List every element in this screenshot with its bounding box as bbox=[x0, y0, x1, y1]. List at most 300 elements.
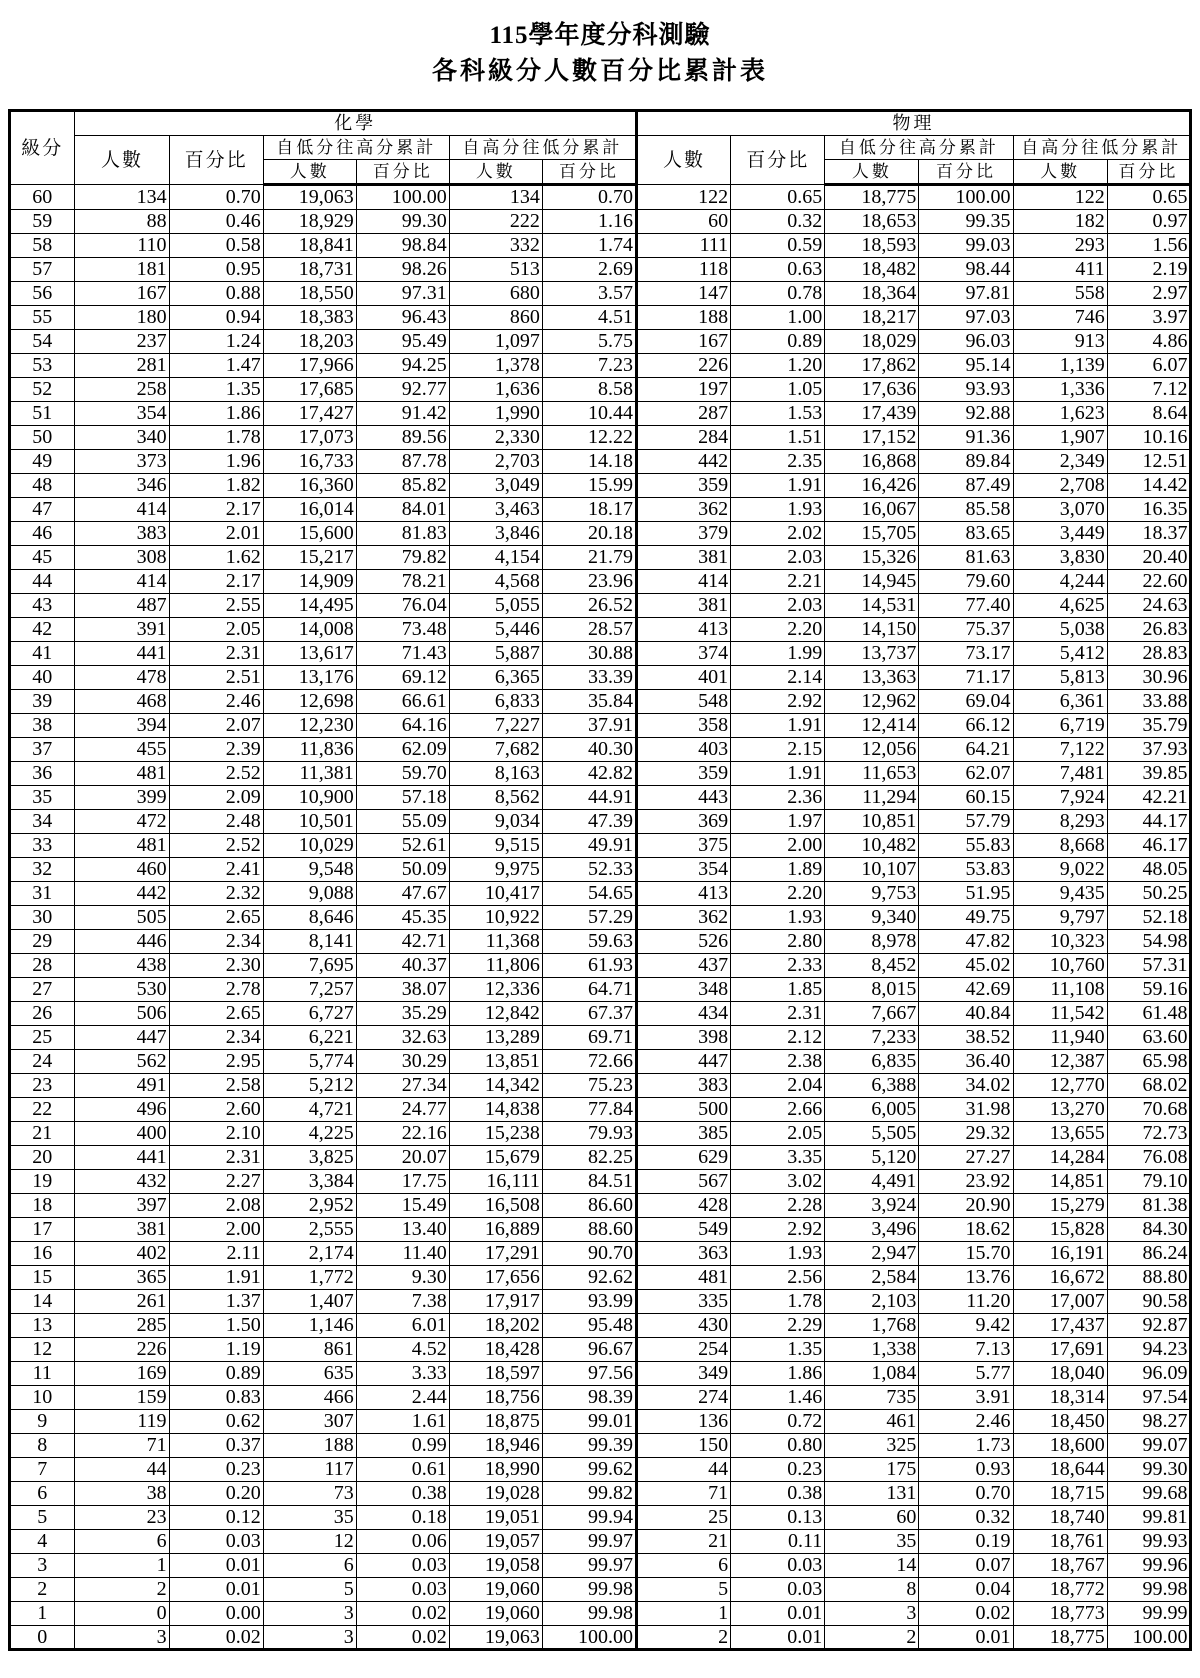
phys-count-cell: 375 bbox=[636, 834, 730, 858]
chem-count-cell: 373 bbox=[75, 450, 169, 474]
phys-cum-low-high-percent-cell: 64.21 bbox=[919, 738, 1013, 762]
phys-cum-high-low-percent-cell: 98.27 bbox=[1107, 1410, 1189, 1434]
phys-cum-high-low-percent-cell: 59.16 bbox=[1107, 978, 1189, 1002]
chem-cum-high-low-percent-cell: 77.84 bbox=[542, 1098, 636, 1122]
chem-count-cell: 441 bbox=[75, 642, 169, 666]
chem-count-cell: 119 bbox=[75, 1410, 169, 1434]
phys-cum-low-high-percent-cell: 81.63 bbox=[919, 546, 1013, 570]
chem-cum-high-low-percent-cell: 88.60 bbox=[542, 1218, 636, 1242]
table-row bbox=[10, 570, 1190, 594]
chem-cum-high-low-percent-cell: 82.25 bbox=[542, 1146, 636, 1170]
chem-cum-high-low-percent-cell: 14.18 bbox=[542, 450, 636, 474]
phys-cum-low-high-percent-cell: 99.03 bbox=[919, 234, 1013, 258]
phys-cum-high-low-percent-cell: 46.17 bbox=[1107, 834, 1189, 858]
phys-percent-cell: 2.31 bbox=[731, 1002, 825, 1026]
chem-cum-high-low-percent-cell: 21.79 bbox=[542, 546, 636, 570]
title-block bbox=[0, 18, 1200, 90]
chem-cum-high-low-count-cell: 18,990 bbox=[449, 1458, 542, 1482]
chem-count-cell: 169 bbox=[75, 1362, 169, 1386]
table-row bbox=[10, 1554, 1190, 1578]
score-cell: 47 bbox=[32, 498, 53, 520]
phys-percent-cell: 0.11 bbox=[731, 1530, 825, 1554]
phys-cum-high-low-count-cell: 17,691 bbox=[1013, 1338, 1107, 1362]
chem-count-cell: 181 bbox=[75, 258, 169, 282]
chem-percent-cell: 2.65 bbox=[169, 1002, 263, 1026]
chem-cum-low-high-count-cell: 10,900 bbox=[263, 786, 356, 810]
score-cell: 2 bbox=[37, 1578, 48, 1600]
chem-count-cell: 447 bbox=[75, 1026, 169, 1050]
chem-cum-low-high-count-cell: 14,495 bbox=[263, 594, 356, 618]
score-cell: 35 bbox=[32, 786, 53, 808]
score-cell: 40 bbox=[32, 666, 53, 688]
phys-cum-high-low-count-cell: 9,022 bbox=[1013, 858, 1107, 882]
phys-cum-low-high-count-cell: 8,452 bbox=[825, 954, 919, 978]
phys-cum-low-high-count-cell: 7,233 bbox=[825, 1026, 919, 1050]
header-phys-lh-percent: 百分比 bbox=[919, 160, 1013, 185]
phys-cum-high-low-percent-cell: 26.83 bbox=[1107, 618, 1189, 642]
phys-cum-low-high-percent-cell: 47.82 bbox=[919, 930, 1013, 954]
phys-cum-low-high-count-cell: 18,029 bbox=[825, 330, 919, 354]
phys-cum-low-high-count-cell: 14,150 bbox=[825, 618, 919, 642]
phys-cum-low-high-percent-cell: 79.60 bbox=[919, 570, 1013, 594]
phys-cum-high-low-percent-cell: 16.35 bbox=[1107, 498, 1189, 522]
header-chem-hl-count: 人數 bbox=[449, 160, 542, 185]
phys-count-cell: 379 bbox=[636, 522, 730, 546]
table-row bbox=[10, 1194, 1190, 1218]
chem-cum-low-high-percent-cell: 98.84 bbox=[356, 234, 449, 258]
phys-cum-low-high-count-cell: 8 bbox=[825, 1578, 919, 1602]
header-phys-count: 人數 bbox=[636, 136, 730, 185]
chem-cum-high-low-count-cell: 3,463 bbox=[449, 498, 542, 522]
phys-percent-cell: 1.93 bbox=[731, 498, 825, 522]
phys-cum-low-high-count-cell: 10,107 bbox=[825, 858, 919, 882]
chem-cum-low-high-count-cell: 6 bbox=[263, 1554, 356, 1578]
phys-cum-low-high-count-cell: 18,482 bbox=[825, 258, 919, 282]
table-row bbox=[10, 1602, 1190, 1626]
phys-count-cell: 284 bbox=[636, 426, 730, 450]
phys-count-cell: 274 bbox=[636, 1386, 730, 1410]
chem-cum-low-high-count-cell: 4,721 bbox=[263, 1098, 356, 1122]
phys-cum-high-low-count-cell: 558 bbox=[1013, 282, 1107, 306]
phys-count-cell: 71 bbox=[636, 1482, 730, 1506]
chem-cum-high-low-percent-cell: 97.56 bbox=[542, 1362, 636, 1386]
table-row bbox=[10, 185, 1190, 210]
table-row bbox=[10, 1338, 1190, 1362]
chem-count-cell: 71 bbox=[75, 1434, 169, 1458]
phys-percent-cell: 1.91 bbox=[731, 474, 825, 498]
phys-percent-cell: 1.05 bbox=[731, 378, 825, 402]
chem-count-cell: 414 bbox=[75, 570, 169, 594]
chem-percent-cell: 0.88 bbox=[169, 282, 263, 306]
chem-cum-high-low-count-cell: 6,365 bbox=[449, 666, 542, 690]
score-cell: 44 bbox=[32, 570, 53, 592]
phys-cum-low-high-count-cell: 12,962 bbox=[825, 690, 919, 714]
chem-cum-high-low-count-cell: 8,163 bbox=[449, 762, 542, 786]
chem-cum-high-low-count-cell: 513 bbox=[449, 258, 542, 282]
table-row bbox=[10, 354, 1190, 378]
chem-cum-high-low-count-cell: 8,562 bbox=[449, 786, 542, 810]
phys-cum-low-high-count-cell: 8,978 bbox=[825, 930, 919, 954]
chem-count-cell: 496 bbox=[75, 1098, 169, 1122]
chem-cum-low-high-percent-cell: 0.02 bbox=[356, 1602, 449, 1626]
phys-cum-high-low-count-cell: 18,314 bbox=[1013, 1386, 1107, 1410]
chem-percent-cell: 0.20 bbox=[169, 1482, 263, 1506]
chem-cum-high-low-count-cell: 4,568 bbox=[449, 570, 542, 594]
page-subtitle: 各科級分人數百分比累計表 bbox=[431, 58, 768, 85]
phys-cum-high-low-percent-cell: 48.05 bbox=[1107, 858, 1189, 882]
table-row bbox=[10, 450, 1190, 474]
chem-cum-high-low-count-cell: 18,202 bbox=[449, 1314, 542, 1338]
chem-cum-low-high-count-cell: 1,146 bbox=[263, 1314, 356, 1338]
chem-percent-cell: 0.62 bbox=[169, 1410, 263, 1434]
chem-cum-high-low-percent-cell: 15.99 bbox=[542, 474, 636, 498]
phys-count-cell: 362 bbox=[636, 906, 730, 930]
phys-cum-high-low-percent-cell: 70.68 bbox=[1107, 1098, 1189, 1122]
chem-cum-high-low-count-cell: 17,917 bbox=[449, 1290, 542, 1314]
chem-cum-high-low-count-cell: 222 bbox=[449, 210, 542, 234]
phys-cum-high-low-percent-cell: 90.58 bbox=[1107, 1290, 1189, 1314]
chem-count-cell: 346 bbox=[75, 474, 169, 498]
phys-cum-high-low-percent-cell: 57.31 bbox=[1107, 954, 1189, 978]
chem-cum-high-low-count-cell: 5,887 bbox=[449, 642, 542, 666]
table-row bbox=[10, 1170, 1190, 1194]
score-cell: 39 bbox=[32, 690, 53, 712]
table-row bbox=[10, 474, 1190, 498]
chem-cum-high-low-percent-cell: 8.58 bbox=[542, 378, 636, 402]
phys-count-cell: 428 bbox=[636, 1194, 730, 1218]
chem-cum-low-high-percent-cell: 6.01 bbox=[356, 1314, 449, 1338]
chem-percent-cell: 2.27 bbox=[169, 1170, 263, 1194]
phys-cum-low-high-percent-cell: 66.12 bbox=[919, 714, 1013, 738]
chem-cum-low-high-count-cell: 4,225 bbox=[263, 1122, 356, 1146]
chem-count-cell: 110 bbox=[75, 234, 169, 258]
phys-cum-low-high-count-cell: 4,491 bbox=[825, 1170, 919, 1194]
chem-percent-cell: 1.62 bbox=[169, 546, 263, 570]
chem-cum-low-high-percent-cell: 89.56 bbox=[356, 426, 449, 450]
phys-percent-cell: 0.03 bbox=[731, 1578, 825, 1602]
chem-cum-low-high-count-cell: 8,141 bbox=[263, 930, 356, 954]
score-cell: 54 bbox=[32, 330, 53, 352]
phys-cum-low-high-count-cell: 16,067 bbox=[825, 498, 919, 522]
chem-cum-low-high-percent-cell: 78.21 bbox=[356, 570, 449, 594]
phys-cum-high-low-percent-cell: 42.21 bbox=[1107, 786, 1189, 810]
phys-count-cell: 549 bbox=[636, 1218, 730, 1242]
table-row bbox=[10, 1074, 1190, 1098]
phys-cum-low-high-percent-cell: 85.58 bbox=[919, 498, 1013, 522]
phys-cum-high-low-count-cell: 18,773 bbox=[1013, 1602, 1107, 1626]
phys-count-cell: 548 bbox=[636, 690, 730, 714]
chem-cum-low-high-count-cell: 307 bbox=[263, 1410, 356, 1434]
table-row bbox=[10, 762, 1190, 786]
chem-cum-low-high-percent-cell: 95.49 bbox=[356, 330, 449, 354]
phys-percent-cell: 2.56 bbox=[731, 1266, 825, 1290]
chem-cum-low-high-percent-cell: 94.25 bbox=[356, 354, 449, 378]
score-cell: 4 bbox=[37, 1530, 48, 1552]
chem-percent-cell: 0.23 bbox=[169, 1458, 263, 1482]
chem-count-cell: 394 bbox=[75, 714, 169, 738]
chem-cum-high-low-percent-cell: 18.17 bbox=[542, 498, 636, 522]
phys-cum-low-high-percent-cell: 45.02 bbox=[919, 954, 1013, 978]
score-cell: 17 bbox=[32, 1218, 53, 1240]
chem-percent-cell: 1.91 bbox=[169, 1266, 263, 1290]
chem-percent-cell: 2.52 bbox=[169, 762, 263, 786]
chem-percent-cell: 0.94 bbox=[169, 306, 263, 330]
phys-percent-cell: 0.23 bbox=[731, 1458, 825, 1482]
chem-count-cell: 481 bbox=[75, 762, 169, 786]
phys-cum-high-low-percent-cell: 84.30 bbox=[1107, 1218, 1189, 1242]
chem-cum-high-low-count-cell: 10,417 bbox=[449, 882, 542, 906]
chem-cum-low-high-count-cell: 3 bbox=[263, 1626, 356, 1650]
chem-cum-low-high-percent-cell: 64.16 bbox=[356, 714, 449, 738]
phys-cum-low-high-count-cell: 3 bbox=[825, 1602, 919, 1626]
phys-count-cell: 167 bbox=[636, 330, 730, 354]
chem-percent-cell: 1.82 bbox=[169, 474, 263, 498]
phys-cum-high-low-count-cell: 9,797 bbox=[1013, 906, 1107, 930]
chem-cum-low-high-count-cell: 6,727 bbox=[263, 1002, 356, 1026]
chem-cum-high-low-percent-cell: 0.70 bbox=[542, 185, 636, 210]
chem-cum-high-low-percent-cell: 92.62 bbox=[542, 1266, 636, 1290]
phys-count-cell: 122 bbox=[636, 185, 730, 210]
phys-cum-low-high-percent-cell: 0.19 bbox=[919, 1530, 1013, 1554]
table-row bbox=[10, 786, 1190, 810]
phys-cum-low-high-count-cell: 3,924 bbox=[825, 1194, 919, 1218]
chem-count-cell: 281 bbox=[75, 354, 169, 378]
phys-cum-high-low-percent-cell: 14.42 bbox=[1107, 474, 1189, 498]
phys-cum-low-high-percent-cell: 60.15 bbox=[919, 786, 1013, 810]
chem-count-cell: 0 bbox=[75, 1602, 169, 1626]
phys-percent-cell: 1.20 bbox=[731, 354, 825, 378]
table-row bbox=[10, 594, 1190, 618]
phys-count-cell: 434 bbox=[636, 1002, 730, 1026]
phys-count-cell: 150 bbox=[636, 1434, 730, 1458]
chem-cum-low-high-count-cell: 8,646 bbox=[263, 906, 356, 930]
chem-cum-high-low-count-cell: 18,428 bbox=[449, 1338, 542, 1362]
phys-cum-low-high-percent-cell: 49.75 bbox=[919, 906, 1013, 930]
chem-cum-low-high-count-cell: 16,733 bbox=[263, 450, 356, 474]
score-cell: 48 bbox=[32, 474, 53, 496]
header-phys-hl-percent: 百分比 bbox=[1107, 160, 1189, 185]
phys-count-cell: 6 bbox=[636, 1554, 730, 1578]
phys-count-cell: 2 bbox=[636, 1626, 730, 1650]
phys-cum-high-low-percent-cell: 76.08 bbox=[1107, 1146, 1189, 1170]
phys-cum-low-high-percent-cell: 0.93 bbox=[919, 1458, 1013, 1482]
phys-cum-high-low-count-cell: 5,038 bbox=[1013, 618, 1107, 642]
phys-cum-high-low-count-cell: 16,191 bbox=[1013, 1242, 1107, 1266]
phys-cum-low-high-count-cell: 35 bbox=[825, 1530, 919, 1554]
score-cell: 56 bbox=[32, 282, 53, 304]
chem-cum-low-high-percent-cell: 38.07 bbox=[356, 978, 449, 1002]
phys-percent-cell: 1.51 bbox=[731, 426, 825, 450]
chem-percent-cell: 2.95 bbox=[169, 1050, 263, 1074]
phys-cum-high-low-percent-cell: 72.73 bbox=[1107, 1122, 1189, 1146]
phys-count-cell: 567 bbox=[636, 1170, 730, 1194]
phys-cum-high-low-count-cell: 1,139 bbox=[1013, 354, 1107, 378]
chem-percent-cell: 0.01 bbox=[169, 1554, 263, 1578]
chem-cum-low-high-percent-cell: 0.99 bbox=[356, 1434, 449, 1458]
phys-percent-cell: 2.00 bbox=[731, 834, 825, 858]
chem-cum-high-low-percent-cell: 28.57 bbox=[542, 618, 636, 642]
phys-cum-high-low-count-cell: 18,767 bbox=[1013, 1554, 1107, 1578]
table-body bbox=[10, 185, 1190, 1650]
score-cell: 53 bbox=[32, 354, 53, 376]
phys-cum-high-low-percent-cell: 6.07 bbox=[1107, 354, 1189, 378]
score-cell: 31 bbox=[32, 882, 53, 904]
phys-cum-high-low-percent-cell: 50.25 bbox=[1107, 882, 1189, 906]
chem-percent-cell: 2.60 bbox=[169, 1098, 263, 1122]
chem-cum-low-high-count-cell: 15,600 bbox=[263, 522, 356, 546]
phys-count-cell: 385 bbox=[636, 1122, 730, 1146]
chem-count-cell: 159 bbox=[75, 1386, 169, 1410]
score-cell: 36 bbox=[32, 762, 53, 784]
chem-cum-high-low-count-cell: 12,842 bbox=[449, 1002, 542, 1026]
chem-cum-low-high-percent-cell: 59.70 bbox=[356, 762, 449, 786]
chem-cum-low-high-percent-cell: 81.83 bbox=[356, 522, 449, 546]
score-cell: 45 bbox=[32, 546, 53, 568]
chem-cum-low-high-count-cell: 9,088 bbox=[263, 882, 356, 906]
chem-count-cell: 3 bbox=[75, 1626, 169, 1650]
phys-percent-cell: 2.29 bbox=[731, 1314, 825, 1338]
chem-cum-low-high-count-cell: 17,427 bbox=[263, 402, 356, 426]
phys-cum-high-low-percent-cell: 18.37 bbox=[1107, 522, 1189, 546]
chem-cum-low-high-percent-cell: 0.38 bbox=[356, 1482, 449, 1506]
phys-cum-high-low-percent-cell: 99.98 bbox=[1107, 1578, 1189, 1602]
phys-count-cell: 629 bbox=[636, 1146, 730, 1170]
chem-percent-cell: 1.24 bbox=[169, 330, 263, 354]
score-cell: 15 bbox=[32, 1266, 53, 1288]
chem-cum-low-high-count-cell: 12,698 bbox=[263, 690, 356, 714]
chem-cum-low-high-count-cell: 14,008 bbox=[263, 618, 356, 642]
phys-cum-low-high-percent-cell: 0.04 bbox=[919, 1578, 1013, 1602]
phys-cum-low-high-count-cell: 17,439 bbox=[825, 402, 919, 426]
phys-count-cell: 335 bbox=[636, 1290, 730, 1314]
phys-cum-high-low-percent-cell: 94.23 bbox=[1107, 1338, 1189, 1362]
score-cell: 3 bbox=[37, 1554, 48, 1576]
phys-cum-low-high-percent-cell: 96.03 bbox=[919, 330, 1013, 354]
table-row bbox=[10, 378, 1190, 402]
phys-count-cell: 413 bbox=[636, 618, 730, 642]
phys-cum-high-low-percent-cell: 100.00 bbox=[1107, 1626, 1189, 1650]
table-header bbox=[10, 112, 1190, 185]
phys-cum-high-low-percent-cell: 86.24 bbox=[1107, 1242, 1189, 1266]
chem-cum-low-high-percent-cell: 4.52 bbox=[356, 1338, 449, 1362]
chem-cum-low-high-percent-cell: 7.38 bbox=[356, 1290, 449, 1314]
phys-cum-high-low-count-cell: 18,715 bbox=[1013, 1482, 1107, 1506]
score-cell: 25 bbox=[32, 1026, 53, 1048]
phys-count-cell: 118 bbox=[636, 258, 730, 282]
phys-cum-low-high-count-cell: 13,737 bbox=[825, 642, 919, 666]
phys-cum-low-high-count-cell: 325 bbox=[825, 1434, 919, 1458]
phys-cum-low-high-count-cell: 14 bbox=[825, 1554, 919, 1578]
score-cell: 22 bbox=[32, 1098, 53, 1120]
phys-cum-high-low-count-cell: 7,924 bbox=[1013, 786, 1107, 810]
score-cell: 21 bbox=[32, 1122, 53, 1144]
phys-cum-low-high-count-cell: 10,482 bbox=[825, 834, 919, 858]
chem-cum-low-high-percent-cell: 30.29 bbox=[356, 1050, 449, 1074]
chem-cum-high-low-count-cell: 18,875 bbox=[449, 1410, 542, 1434]
phys-cum-high-low-percent-cell: 33.88 bbox=[1107, 690, 1189, 714]
phys-cum-high-low-percent-cell: 44.17 bbox=[1107, 810, 1189, 834]
chem-cum-low-high-percent-cell: 62.09 bbox=[356, 738, 449, 762]
chem-percent-cell: 2.46 bbox=[169, 690, 263, 714]
phys-cum-low-high-percent-cell: 87.49 bbox=[919, 474, 1013, 498]
chem-percent-cell: 2.58 bbox=[169, 1074, 263, 1098]
phys-percent-cell: 2.92 bbox=[731, 690, 825, 714]
phys-cum-low-high-percent-cell: 55.83 bbox=[919, 834, 1013, 858]
phys-cum-high-low-percent-cell: 20.40 bbox=[1107, 546, 1189, 570]
table-row bbox=[10, 498, 1190, 522]
phys-cum-low-high-count-cell: 17,152 bbox=[825, 426, 919, 450]
chem-cum-high-low-count-cell: 2,703 bbox=[449, 450, 542, 474]
phys-cum-high-low-count-cell: 8,668 bbox=[1013, 834, 1107, 858]
phys-percent-cell: 0.59 bbox=[731, 234, 825, 258]
phys-cum-high-low-percent-cell: 7.12 bbox=[1107, 378, 1189, 402]
table-row bbox=[10, 522, 1190, 546]
phys-count-cell: 197 bbox=[636, 378, 730, 402]
phys-cum-low-high-percent-cell: 97.81 bbox=[919, 282, 1013, 306]
phys-count-cell: 442 bbox=[636, 450, 730, 474]
chem-cum-high-low-count-cell: 18,597 bbox=[449, 1362, 542, 1386]
chem-percent-cell: 2.07 bbox=[169, 714, 263, 738]
chem-cum-high-low-percent-cell: 44.91 bbox=[542, 786, 636, 810]
chem-cum-high-low-count-cell: 19,028 bbox=[449, 1482, 542, 1506]
chem-count-cell: 399 bbox=[75, 786, 169, 810]
chem-count-cell: 487 bbox=[75, 594, 169, 618]
score-cell: 9 bbox=[37, 1410, 48, 1432]
chem-count-cell: 455 bbox=[75, 738, 169, 762]
page-title: 115學年度分科測驗 bbox=[489, 22, 711, 49]
chem-cum-low-high-count-cell: 3,825 bbox=[263, 1146, 356, 1170]
chem-count-cell: 506 bbox=[75, 1002, 169, 1026]
phys-percent-cell: 2.38 bbox=[731, 1050, 825, 1074]
chem-percent-cell: 0.95 bbox=[169, 258, 263, 282]
phys-cum-high-low-percent-cell: 52.18 bbox=[1107, 906, 1189, 930]
phys-cum-high-low-percent-cell: 0.97 bbox=[1107, 210, 1189, 234]
chem-percent-cell: 2.39 bbox=[169, 738, 263, 762]
chem-percent-cell: 2.17 bbox=[169, 570, 263, 594]
chem-cum-high-low-percent-cell: 12.22 bbox=[542, 426, 636, 450]
phys-cum-high-low-percent-cell: 22.60 bbox=[1107, 570, 1189, 594]
header-phys-percent: 百分比 bbox=[731, 136, 825, 185]
score-cell: 57 bbox=[32, 258, 53, 280]
phys-cum-low-high-count-cell: 16,426 bbox=[825, 474, 919, 498]
chem-cum-high-low-count-cell: 16,508 bbox=[449, 1194, 542, 1218]
phys-cum-low-high-count-cell: 175 bbox=[825, 1458, 919, 1482]
phys-count-cell: 5 bbox=[636, 1578, 730, 1602]
phys-cum-high-low-count-cell: 11,542 bbox=[1013, 1002, 1107, 1026]
chem-cum-low-high-percent-cell: 100.00 bbox=[356, 185, 449, 210]
phys-percent-cell: 0.13 bbox=[731, 1506, 825, 1530]
table-row bbox=[10, 1002, 1190, 1026]
chem-cum-low-high-count-cell: 1,407 bbox=[263, 1290, 356, 1314]
phys-percent-cell: 3.02 bbox=[731, 1170, 825, 1194]
phys-cum-high-low-percent-cell: 39.85 bbox=[1107, 762, 1189, 786]
chem-cum-low-high-count-cell: 2,174 bbox=[263, 1242, 356, 1266]
table-row bbox=[10, 1314, 1190, 1338]
phys-cum-low-high-percent-cell: 73.17 bbox=[919, 642, 1013, 666]
chem-cum-low-high-count-cell: 19,063 bbox=[263, 185, 356, 210]
phys-cum-high-low-count-cell: 18,040 bbox=[1013, 1362, 1107, 1386]
phys-cum-high-low-percent-cell: 99.07 bbox=[1107, 1434, 1189, 1458]
chem-percent-cell: 2.10 bbox=[169, 1122, 263, 1146]
chem-cum-low-high-count-cell: 6,221 bbox=[263, 1026, 356, 1050]
score-cell: 19 bbox=[32, 1170, 53, 1192]
chem-cum-low-high-percent-cell: 1.61 bbox=[356, 1410, 449, 1434]
phys-cum-high-low-count-cell: 1,336 bbox=[1013, 378, 1107, 402]
phys-cum-low-high-count-cell: 7,667 bbox=[825, 1002, 919, 1026]
phys-cum-high-low-count-cell: 18,775 bbox=[1013, 1626, 1107, 1650]
score-cell: 18 bbox=[32, 1194, 53, 1216]
table-row bbox=[10, 858, 1190, 882]
